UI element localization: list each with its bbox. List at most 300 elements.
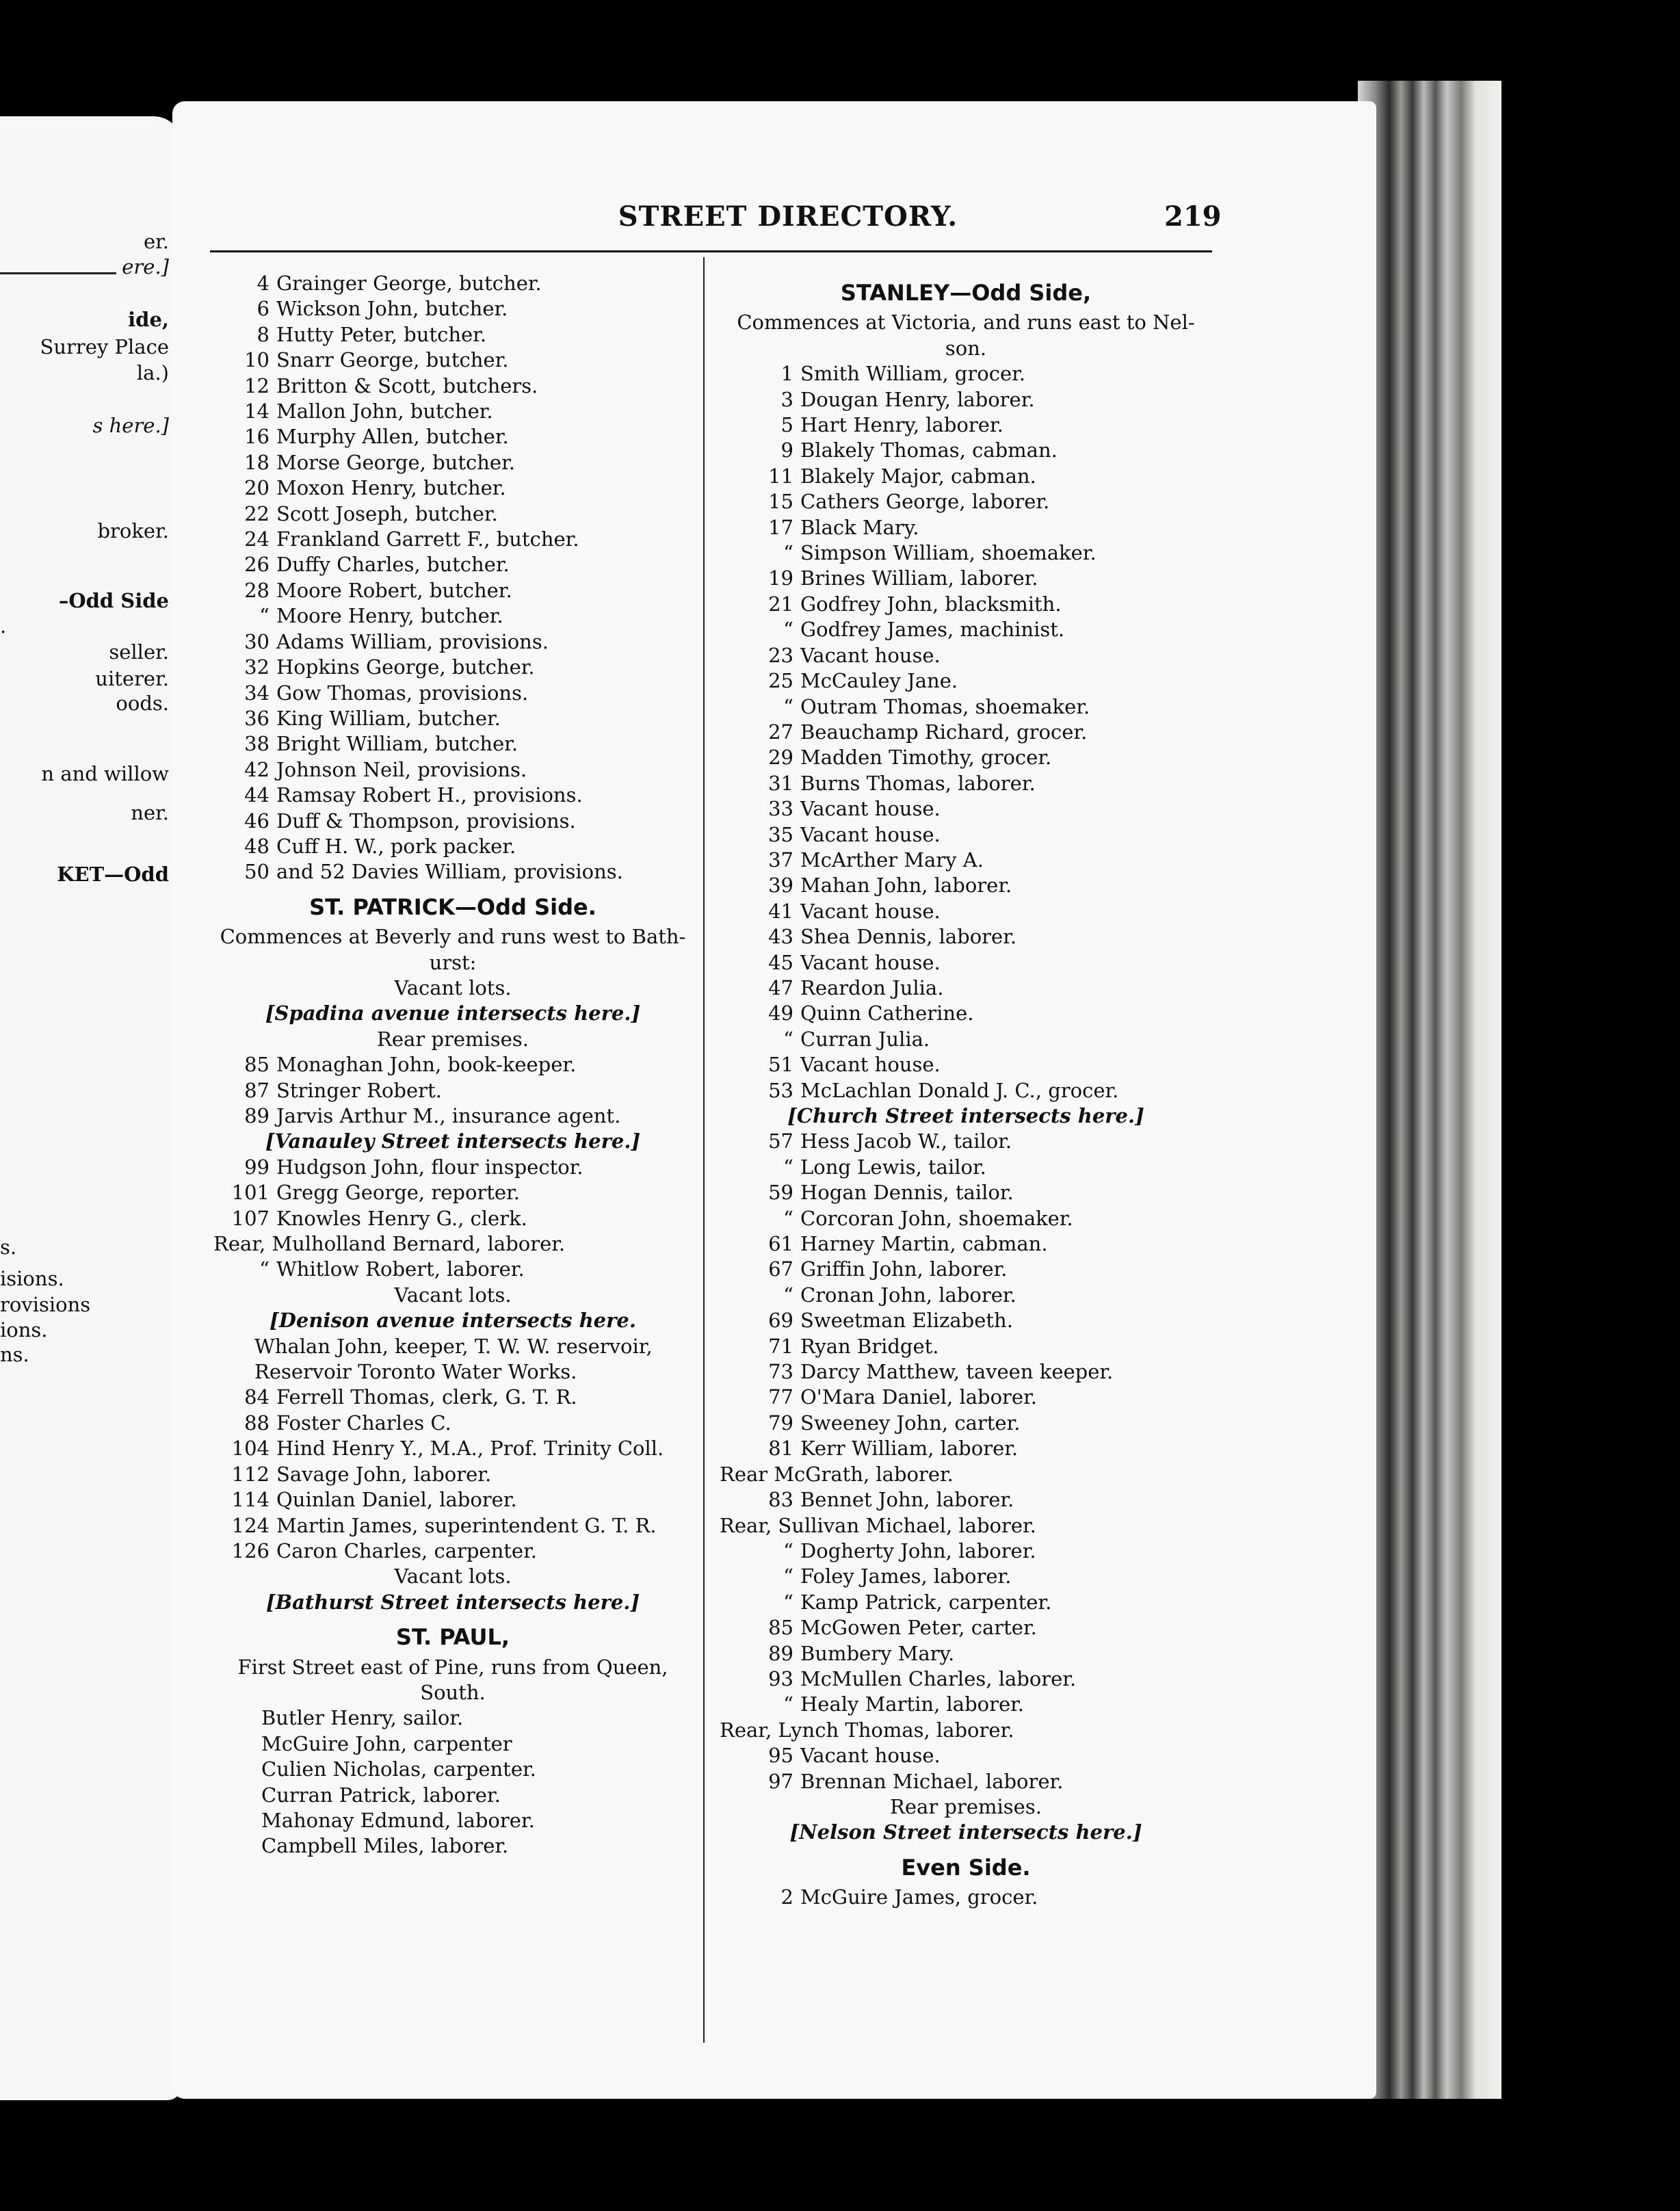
resident-text: Hopkins George, butcher. [276, 655, 535, 679]
directory-entry [720, 617, 1212, 642]
directory-page [172, 101, 1376, 2099]
house-number: 14 [244, 400, 270, 423]
house-number: 67 [768, 1257, 793, 1281]
directory-entry [720, 387, 1212, 413]
denison-intersection-note: [Denison avenue intersects here. [270, 1309, 636, 1333]
resident-text: Sweeney John, carter. [800, 1411, 1021, 1435]
directory-entry [720, 694, 1212, 720]
facing-page-fragment: broker. [97, 519, 169, 542]
resident-text: McGowen Peter, carter. [800, 1616, 1037, 1640]
resident-text: Curran Julia. [800, 1027, 930, 1051]
house-number: 85 [768, 1616, 793, 1640]
facing-page-fragment: s. [0, 1235, 17, 1259]
house-number: 19 [768, 566, 793, 590]
directory-entry [213, 552, 692, 577]
resident-text: Smith William, grocer. [800, 362, 1025, 386]
directory-entry [720, 1590, 1212, 1615]
directory-entry [213, 424, 692, 449]
house-number: 87 [244, 1078, 270, 1102]
resident-text: Simpson William, shoemaker. [800, 541, 1097, 565]
page-title: STREET DIRECTORY. [618, 200, 958, 233]
directory-entry [720, 1334, 1212, 1359]
st-patrick-description: Commences at Beverly and runs west to Bath- urst: [220, 925, 686, 974]
house-number: 37 [768, 848, 793, 872]
directory-entry [720, 873, 1212, 898]
header-rule [210, 250, 1212, 252]
house-number: 112 [231, 1462, 270, 1486]
directory-entry [213, 1180, 692, 1205]
resident-text: Mahan John, laborer. [800, 874, 1012, 898]
house-number: 22 [244, 501, 270, 525]
house-number: “ [783, 1565, 793, 1588]
resident-text: Monaghan John, book-keeper. [276, 1053, 577, 1077]
directory-entry [720, 1001, 1212, 1026]
stanley-heading: STANLEY—Odd Side, [840, 280, 1092, 306]
resident-text: Bright William, butcher. [276, 732, 519, 756]
directory-entry [720, 1283, 1212, 1308]
directory-entry [213, 1206, 692, 1231]
house-number: 11 [768, 464, 793, 488]
directory-entry [720, 848, 1212, 873]
vacant-lots-note: Vacant lots. [394, 1565, 512, 1588]
facing-page-fragment: seller. [109, 640, 169, 664]
resident-text: Vacant house. [800, 899, 941, 923]
facing-page-fragment: isions. [0, 1267, 64, 1290]
directory-entry [720, 540, 1212, 566]
house-number: 114 [231, 1488, 270, 1512]
resident-text: Hess Jacob W., tailor. [800, 1129, 1012, 1153]
facing-page-fragment: ide, [128, 308, 169, 331]
house-number: “ [783, 694, 793, 718]
resident-text: Blakely Major, cabman. [800, 464, 1036, 488]
house-number: 95 [768, 1744, 793, 1768]
resident-text: Murphy Allen, butcher. [276, 425, 509, 449]
directory-entry [720, 1308, 1212, 1333]
resident-text: Moore Henry, butcher. [276, 604, 503, 628]
directory-entry [720, 1206, 1212, 1231]
directory-entry [213, 578, 692, 603]
resident-text: Foster Charles C. [276, 1411, 451, 1435]
house-number: 23 [768, 643, 793, 667]
facing-page-fragment: Surrey Place [40, 335, 169, 358]
facing-page-fragment: oods. [116, 692, 169, 715]
house-number: 45 [768, 950, 793, 974]
resident-text: Grainger George, butcher. [276, 272, 542, 295]
resident-text: Duff & Thompson, provisions. [276, 809, 576, 833]
resident-text: Vacant house. [800, 822, 941, 846]
bathurst-intersection-note: [Bathurst Street intersects here.] [265, 1590, 640, 1614]
house-number: “ [259, 604, 270, 628]
resident-text: Vacant house. [800, 1744, 941, 1768]
directory-entry [720, 976, 1212, 1001]
directory-entry [720, 1615, 1212, 1640]
directory-entry [720, 1411, 1212, 1436]
resident-text: Snarr George, butcher. [276, 348, 509, 372]
house-number: 33 [768, 797, 793, 821]
directory-entry [213, 271, 692, 296]
facing-page-fragment: ions. [0, 1318, 48, 1342]
directory-entry [213, 1436, 692, 1461]
house-number: 38 [244, 732, 270, 756]
directory-entry [213, 374, 692, 399]
resident-text: Foley James, laborer. [800, 1565, 1012, 1588]
resident-text: Healy Martin, laborer. [800, 1692, 1025, 1716]
directory-entry: McGuire John, carpenter [261, 1731, 512, 1755]
house-number: 35 [768, 822, 793, 846]
resident-text: Vacant house. [800, 950, 941, 974]
resident-text: Martin James, superintendent G. T. R. [276, 1513, 657, 1537]
directory-entry: Culien Nicholas, carpenter. [261, 1757, 536, 1781]
directory-entry [213, 1103, 692, 1129]
directory-entry: “ Whitlow Robert, laborer. [259, 1257, 525, 1281]
resident-text: Hudgson John, flour inspector. [276, 1155, 583, 1179]
directory-entry [720, 796, 1212, 822]
resident-text: Hutty Peter, butcher. [276, 322, 487, 346]
resident-text: Duffy Charles, butcher. [276, 553, 510, 577]
resident-text: Kamp Patrick, carpenter. [800, 1590, 1052, 1614]
resident-text: Dogherty John, laborer. [800, 1539, 1036, 1562]
directory-entry [720, 1129, 1212, 1154]
left-column [213, 271, 692, 1859]
house-number: 124 [231, 1513, 270, 1537]
directory-entry [720, 924, 1212, 950]
house-number: 46 [244, 809, 270, 833]
directory-entry [720, 822, 1212, 848]
directory-entry [213, 1155, 692, 1180]
house-number: 36 [244, 706, 270, 730]
directory-entry [720, 361, 1212, 387]
resident-text: Moore Robert, butcher. [276, 578, 512, 602]
resident-text: Wickson John, butcher. [276, 297, 508, 321]
directory-entry [720, 464, 1212, 489]
vacant-lots-note: Vacant lots. [394, 976, 512, 999]
house-number: 73 [768, 1360, 793, 1384]
house-number: 28 [244, 578, 270, 602]
directory-entry [720, 1155, 1212, 1180]
resident-text: Gregg George, reporter. [276, 1181, 520, 1205]
resident-text: Godfrey John, blacksmith. [800, 592, 1062, 616]
directory-entry: 83 Bennet John, laborer. [768, 1488, 1014, 1512]
directory-entry: Mahonay Edmund, laborer. [261, 1808, 535, 1832]
directory-entry [213, 1539, 692, 1564]
directory-entry [213, 322, 692, 348]
facing-page-fragment: –Odd Side [58, 589, 169, 612]
resident-text: Gow Thomas, provisions. [276, 681, 529, 705]
house-number: “ [783, 1206, 793, 1230]
facing-page-fragment: n and willow [41, 762, 169, 785]
house-number: 85 [244, 1053, 270, 1077]
house-number: 39 [768, 874, 793, 898]
directory-entry [213, 399, 692, 424]
st-patrick-heading: ST. PATRICK—Odd Side. [309, 893, 596, 920]
column-divider [703, 257, 705, 2043]
directory-entry [720, 1359, 1212, 1385]
directory-entry [720, 771, 1212, 796]
directory-entry [213, 834, 692, 859]
resident-text: Hogan Dennis, tailor. [800, 1181, 1014, 1205]
directory-entry: Rear, Lynch Thomas, laborer. [720, 1718, 1014, 1742]
resident-text: Godfrey James, machinist. [800, 618, 1065, 642]
resident-text: Hart Henry, laborer. [800, 413, 1003, 437]
house-number: 41 [768, 899, 793, 923]
resident-text: Corcoran John, shoemaker. [800, 1206, 1073, 1230]
directory-entry [720, 1027, 1212, 1052]
st-paul-heading: ST. PAUL, [395, 1624, 510, 1651]
house-number: 24 [244, 527, 270, 551]
house-number: 6 [257, 297, 270, 321]
directory-entry [720, 1692, 1212, 1717]
house-number: 16 [244, 425, 270, 449]
directory-entry [720, 1257, 1212, 1282]
directory-entry [720, 1641, 1212, 1666]
directory-entry [213, 1078, 692, 1103]
st-paul-description: First Street east of Pine, runs from Queen, South. [237, 1655, 668, 1704]
house-number: 44 [244, 783, 270, 807]
house-number: 93 [768, 1666, 793, 1690]
house-number: 10 [244, 348, 270, 372]
directory-entry [720, 1743, 1212, 1768]
directory-entry [213, 1513, 692, 1539]
directory-entry [213, 1385, 692, 1410]
house-number: 47 [768, 976, 793, 999]
house-number: 48 [244, 834, 270, 858]
resident-text: Darcy Matthew, taveen keeper. [800, 1360, 1114, 1384]
page-number: 219 [1164, 200, 1222, 233]
house-number: 79 [768, 1411, 793, 1435]
resident-text: McLachlan Donald J. C., grocer. [800, 1078, 1119, 1102]
house-number: 32 [244, 655, 270, 679]
directory-entry [720, 515, 1212, 540]
facing-page-fragment: ns. [0, 1343, 29, 1366]
resident-text: McCauley Jane. [800, 669, 958, 693]
resident-text: Madden Timothy, grocer. [800, 746, 1052, 770]
directory-entry [720, 1078, 1212, 1103]
house-number: 53 [768, 1078, 793, 1102]
resident-text: Blakely Thomas, cabman. [800, 439, 1058, 462]
page-edge-stack [1358, 81, 1501, 2099]
directory-entry [720, 566, 1212, 591]
resident-text: Burns Thomas, laborer. [800, 771, 1036, 795]
resident-text: O'Mara Daniel, laborer. [800, 1385, 1037, 1409]
directory-entry [720, 1564, 1212, 1589]
facing-page [0, 116, 181, 2100]
house-number: 12 [244, 374, 270, 397]
directory-entry [720, 668, 1212, 694]
house-number: 104 [231, 1437, 270, 1461]
rear-premises-note: Rear premises. [377, 1027, 529, 1051]
directory-entry [213, 348, 692, 373]
resident-text: Savage John, laborer. [276, 1462, 492, 1486]
house-number: 25 [768, 669, 793, 693]
directory-entry [213, 783, 692, 808]
directory-entry [213, 475, 692, 501]
resident-text: Vacant house. [800, 643, 941, 667]
house-number: 81 [768, 1437, 793, 1461]
house-number: 101 [231, 1181, 270, 1205]
directory-entry: Rear, Mulholland Bernard, laborer. [213, 1232, 566, 1256]
directory-entry [720, 720, 1212, 745]
house-number: 15 [768, 490, 793, 514]
resident-text: Johnson Neil, provisions. [276, 757, 527, 781]
resident-text: Cuff H. W., pork packer. [276, 834, 516, 858]
house-number: 77 [768, 1385, 793, 1409]
vacant-lots-note: Vacant lots. [394, 1283, 512, 1307]
directory-entry [213, 629, 692, 655]
directory-entry: Butler Henry, sailor. [261, 1706, 464, 1730]
nelson-intersection-note: [Nelson Street intersects here.] [789, 1820, 1142, 1844]
directory-entry [213, 681, 692, 706]
resident-text: McMullen Charles, laborer. [800, 1666, 1077, 1690]
directory-entry [720, 643, 1212, 668]
directory-entry [213, 1487, 692, 1513]
directory-entry [720, 745, 1212, 770]
facing-page-fragment: ere.] [122, 255, 169, 278]
house-number: 126 [231, 1539, 270, 1562]
directory-entry [720, 950, 1212, 976]
directory-entry [720, 438, 1212, 463]
directory-entry: Reservoir Toronto Water Works. [254, 1360, 577, 1384]
directory-entry [213, 731, 692, 757]
resident-text: Mallon John, butcher. [276, 400, 493, 423]
facing-page-fragment: ner. [131, 801, 169, 824]
house-number: 26 [244, 553, 270, 577]
resident-text: Frankland Garrett F., butcher. [276, 527, 579, 551]
directory-entry [213, 296, 692, 322]
resident-text: and 52 Davies William, provisions. [276, 860, 623, 884]
resident-text: Black Mary. [800, 515, 919, 539]
resident-text: Reardon Julia. [800, 976, 944, 999]
facing-page-fragment: uiterer. [95, 667, 169, 690]
facing-page-fragment: s here.] [92, 414, 169, 437]
rear-premises-note: Rear premises. [890, 1794, 1042, 1818]
house-number: 50 [244, 860, 270, 884]
house-number: 49 [768, 1002, 793, 1025]
resident-text: Quinn Catherine. [800, 1002, 974, 1025]
resident-text: Adams William, provisions. [276, 629, 549, 653]
resident-text: Ferrell Thomas, clerk, G. T. R. [276, 1385, 577, 1409]
directory-entry [213, 603, 692, 629]
house-number: 21 [768, 592, 793, 616]
directory-entry [720, 899, 1212, 924]
church-intersection-note: [Church Street intersects here.] [787, 1104, 1144, 1127]
resident-text: Long Lewis, tailor. [800, 1155, 986, 1179]
directory-entry: Rear McGrath, laborer. [720, 1462, 954, 1486]
directory-entry [720, 1052, 1212, 1077]
house-number: 9 [780, 439, 793, 462]
resident-text: Brennan Michael, laborer. [800, 1769, 1064, 1793]
directory-entry [213, 450, 692, 475]
directory-entry [213, 706, 692, 731]
house-number: 69 [768, 1309, 793, 1333]
house-number: “ [783, 1027, 793, 1051]
resident-text: Scott Joseph, butcher. [276, 501, 498, 525]
resident-text: Dougan Henry, laborer. [800, 387, 1035, 411]
house-number: 18 [244, 450, 270, 474]
house-number: “ [783, 541, 793, 565]
resident-text: Hind Henry Y., M.A., Prof. Trinity Coll. [276, 1437, 664, 1461]
spadina-intersection-note: [Spadina avenue intersects here.] [265, 1002, 641, 1025]
resident-text: Vacant house. [800, 1053, 941, 1077]
facing-page-fragment: . [0, 614, 7, 638]
resident-text: Caron Charles, carpenter. [276, 1539, 537, 1562]
house-number: 42 [244, 757, 270, 781]
resident-text: Moxon Henry, butcher. [276, 476, 506, 500]
directory-entry [720, 1231, 1212, 1257]
directory-entry [213, 757, 692, 783]
house-number: 89 [244, 1104, 270, 1127]
house-number: 20 [244, 476, 270, 500]
house-number: “ [783, 1692, 793, 1716]
resident-text: Outram Thomas, shoemaker. [800, 694, 1090, 718]
resident-text: Cronan John, laborer. [800, 1283, 1016, 1307]
house-number: “ [783, 1155, 793, 1179]
house-number: 71 [768, 1334, 793, 1358]
stanley-description: Commences at Victoria, and runs east to Nel- son. [737, 311, 1195, 360]
directory-entry: Campbell Miles, laborer. [261, 1834, 509, 1858]
resident-text: Ryan Bridget. [800, 1334, 939, 1358]
house-number: 3 [780, 387, 793, 411]
directory-entry [213, 1411, 692, 1436]
house-number: 84 [244, 1385, 270, 1409]
house-number: 107 [231, 1206, 270, 1230]
house-number: 17 [768, 515, 793, 539]
house-number: 1 [780, 362, 793, 386]
house-number: 59 [768, 1181, 793, 1205]
house-number: 29 [768, 746, 793, 770]
directory-entry [213, 527, 692, 552]
house-number: 51 [768, 1053, 793, 1077]
directory-entry [720, 1180, 1212, 1205]
facing-page-rule [0, 272, 116, 274]
facing-page-fragment: la.) [136, 361, 169, 384]
resident-text: Stringer Robert. [276, 1078, 442, 1102]
resident-text: Bumbery Mary. [800, 1641, 955, 1665]
house-number: 5 [780, 413, 793, 437]
resident-text: Griffin John, laborer. [800, 1257, 1008, 1281]
butcher-entries [213, 271, 692, 885]
resident-text: Beauchamp Richard, grocer. [800, 720, 1088, 744]
resident-text: Cathers George, laborer. [800, 490, 1050, 514]
house-number: “ [783, 1590, 793, 1614]
resident-text: Morse George, butcher. [276, 450, 515, 474]
house-number: 4 [257, 272, 270, 295]
house-number: 57 [768, 1129, 793, 1153]
house-number: 30 [244, 629, 270, 653]
directory-entry [213, 809, 692, 834]
directory-entry [720, 413, 1212, 438]
resident-text: King William, butcher. [276, 706, 501, 730]
house-number: 89 [768, 1641, 793, 1665]
directory-entry: Whalan John, keeper, T. W. W. reservoir, [254, 1334, 653, 1358]
house-number: “ [783, 1283, 793, 1307]
resident-text: Harney Martin, cabman. [800, 1232, 1048, 1256]
house-number: 8 [257, 322, 270, 346]
directory-entry [213, 655, 692, 680]
directory-entry [213, 501, 692, 527]
directory-entry [720, 489, 1212, 514]
house-number: 31 [768, 771, 793, 795]
resident-text: Britton & Scott, butchers. [276, 374, 538, 397]
resident-text: Kerr William, laborer. [800, 1437, 1019, 1461]
resident-text: Jarvis Arthur M., insurance agent. [276, 1104, 621, 1127]
directory-entry [720, 1539, 1212, 1564]
house-number: 61 [768, 1232, 793, 1256]
resident-text: Sweetman Elizabeth. [800, 1309, 1013, 1333]
right-column [720, 271, 1212, 1911]
facing-page-fragment: er. [143, 230, 169, 253]
resident-text: Shea Dennis, laborer. [800, 925, 1017, 949]
resident-text: Ramsay Robert H., provisions. [276, 783, 583, 807]
